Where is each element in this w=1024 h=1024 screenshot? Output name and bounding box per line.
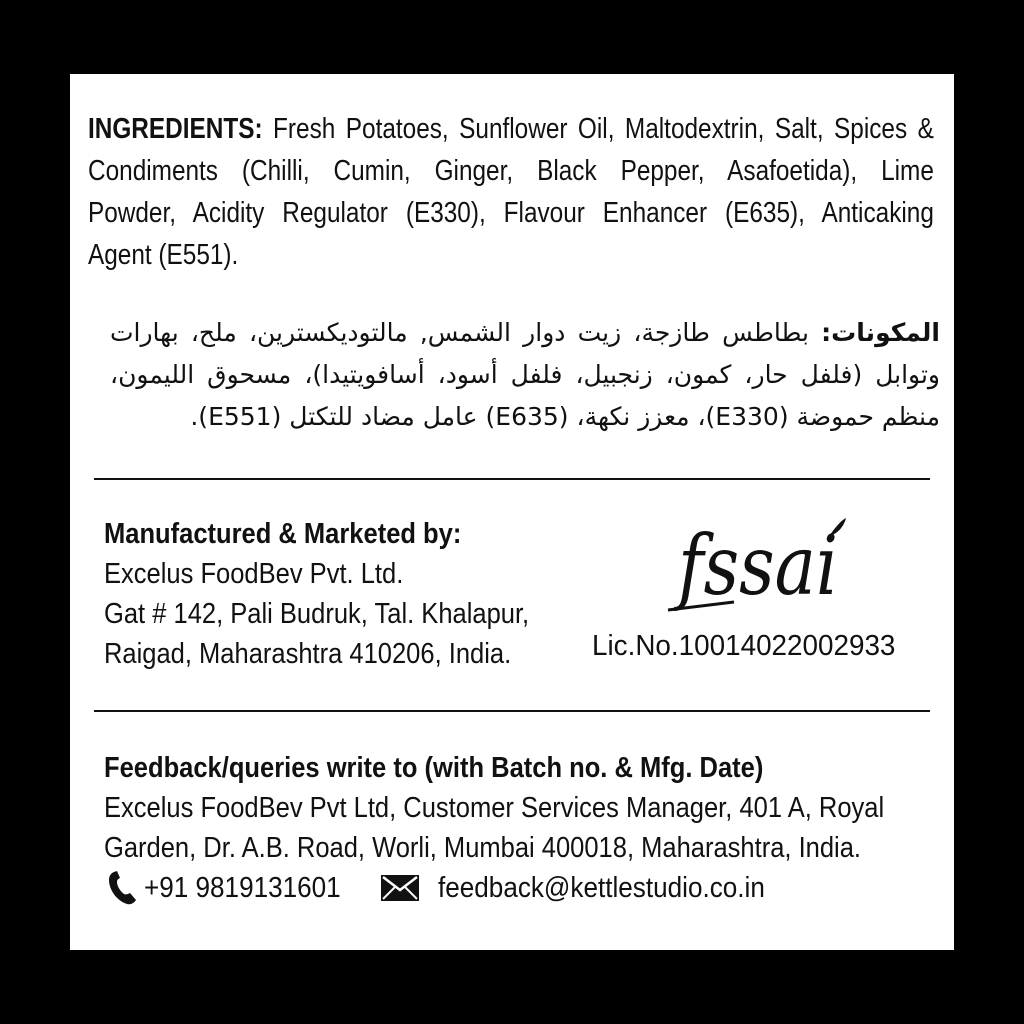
phone-number: +91 9819131601 — [144, 871, 341, 904]
ingredients-line-3: Powder, Acidity Regulator (E330), Flavour Enhancer (E635), Anticaking — [88, 197, 934, 229]
ingredients-line-1: Fresh Potatoes, Sunflower Oil, Maltodextrin, Salt, Spices & — [273, 113, 934, 145]
ingredients-arabic-text: بطاطس طازجة، زيت دوار الشمس, مالتوديكسترين، ملح، بهارات وتوابل (فلفل حار، كمون، زنجبيل، فلفل أسود، أسافويتيدا)، مسحوق الليمون، منظم حموضة (E330)، معزز نكهة، (E635) عامل مضاد للتكتل (E551). — [110, 318, 940, 431]
manufacturer-line-3: Raigad, Maharashtra 410206, India. — [104, 638, 512, 670]
divider-bottom — [94, 710, 930, 712]
ingredients-line-2: Condiments (Chilli, Cumin, Ginger, Black Pepper, Asafoetida), Lime — [88, 155, 934, 187]
manufacturer-heading: Manufactured & Marketed by: — [104, 518, 462, 550]
email-contact — [380, 868, 801, 908]
envelope-icon — [380, 873, 420, 903]
divider-top — [94, 478, 930, 480]
manufacturer-line-2: Gat # 142, Pali Budruk, Tal. Khalapur, — [104, 598, 530, 630]
ingredients-label: INGREDIENTS: — [88, 113, 263, 145]
fssai-license-number: Lic.No.10014022002933 — [592, 630, 896, 662]
manufacturer-line-1: Excelus FoodBev Pvt. Ltd. — [104, 558, 404, 590]
fssai-logo-text: fssai — [672, 519, 838, 614]
email-address: feedback@kettlestudio.co.in — [438, 871, 765, 904]
ingredients-arabic-label: المكونات: — [821, 318, 940, 347]
feedback-heading: Feedback/queries write to (with Batch no. & Mfg. Date) — [104, 752, 764, 784]
phone-icon — [108, 870, 138, 906]
feedback-line-2: Garden, Dr. A.B. Road, Worli, Mumbai 400018, Maharashtra, India. — [104, 832, 862, 864]
feedback-line-1: Excelus FoodBev Pvt Ltd, Customer Services Manager, 401 A, Royal — [104, 792, 885, 824]
ingredients-english — [88, 108, 934, 276]
ingredients-line-4: Agent (E551). — [88, 239, 239, 271]
feedback-block — [104, 748, 991, 868]
ingredients-arabic — [110, 312, 940, 438]
phone-contact — [108, 868, 363, 908]
fssai-logo — [664, 514, 854, 620]
manufacturer-block — [104, 514, 587, 674]
label-panel — [70, 74, 954, 950]
